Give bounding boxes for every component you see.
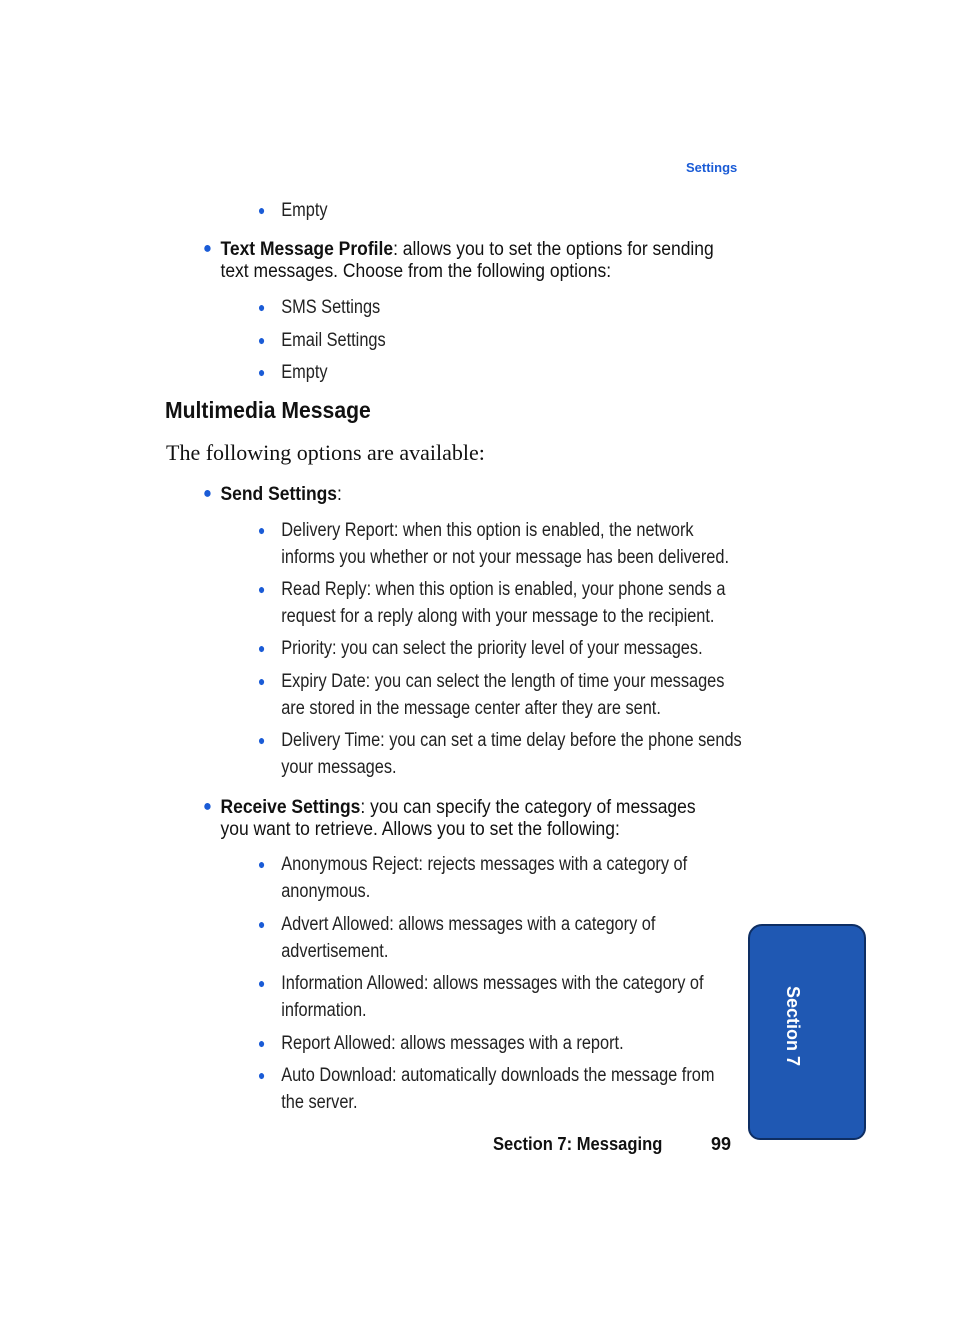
bullet-icon: ● — [258, 640, 266, 656]
text-message-profile-item: ● Text Message Profile: allows you to set the options for sending text messages. Choose from the following options: — [203, 239, 714, 282]
page-number: 99 — [711, 1134, 732, 1154]
bullet-icon: ● — [203, 798, 212, 815]
receive-settings-item: ● Receive Settings: you can specify the category of messages you want to retrieve. Allows you to set the following: — [203, 797, 696, 840]
bullet-icon: ● — [203, 240, 212, 257]
bullet-icon: ● — [258, 332, 266, 348]
section-heading: Multimedia Message — [165, 397, 371, 423]
list-item: ● Email Settings — [258, 327, 386, 354]
running-header: Settings — [686, 160, 738, 175]
bullet-icon: ● — [258, 856, 266, 872]
list-item: ● Report Allowed: allows messages with a report. — [258, 1030, 624, 1057]
item-title: Text Message Profile — [220, 239, 394, 260]
list-item: ● Delivery Report: when this option is enabled, the network informs you whether or not your message has been delivered. — [258, 517, 729, 571]
bullet-icon: ● — [203, 485, 212, 502]
bullet-icon: ● — [258, 364, 266, 380]
list-item: ● Advert Allowed: allows messages with a category of advertisement. — [258, 911, 655, 965]
list-item: ● Delivery Time: you can set a time delay before the phone sends your messages. — [258, 727, 742, 781]
bullet-icon: ● — [258, 1035, 266, 1051]
bullet-icon: ● — [258, 581, 266, 597]
list-item: ● Anonymous Reject: rejects messages with a category of anonymous. — [258, 851, 687, 905]
item-title: Receive Settings — [220, 797, 361, 818]
bullet-icon: ● — [258, 916, 266, 932]
list-item: ● Empty — [258, 359, 328, 386]
send-settings-item: ● Send Settings: — [203, 484, 342, 505]
list-item: ● SMS Settings — [258, 294, 380, 321]
list-item: ● Auto Download: automatically downloads the message from the server. — [258, 1062, 714, 1116]
bullet-icon: ● — [258, 299, 266, 315]
item-title: Send Settings — [220, 484, 338, 505]
intro-text: The following options are available: — [166, 440, 485, 465]
bullet-icon: ● — [258, 522, 266, 538]
bullet-icon: ● — [258, 202, 266, 218]
list-item: ● Read Reply: when this option is enabled, your phone sends a request for a reply along with your message to the recipient. — [258, 576, 725, 630]
list-item: ● Information Allowed: allows messages with the category of information. — [258, 970, 704, 1024]
list-item: ● Expiry Date: you can select the length of time your messages are stored in the message center after they are sent. — [258, 668, 724, 722]
list-item: ● Empty — [258, 197, 328, 224]
section-tab — [748, 924, 866, 1140]
list-item: ● Priority: you can select the priority level of your messages. — [258, 635, 703, 662]
bullet-icon: ● — [258, 975, 266, 991]
bullet-icon: ● — [258, 1067, 266, 1083]
section-tab-label: Section 7 — [783, 986, 803, 1067]
bullet-icon: ● — [258, 673, 266, 689]
bullet-icon: ● — [258, 732, 266, 748]
footer-section-label: Section 7: Messaging — [493, 1134, 663, 1154]
